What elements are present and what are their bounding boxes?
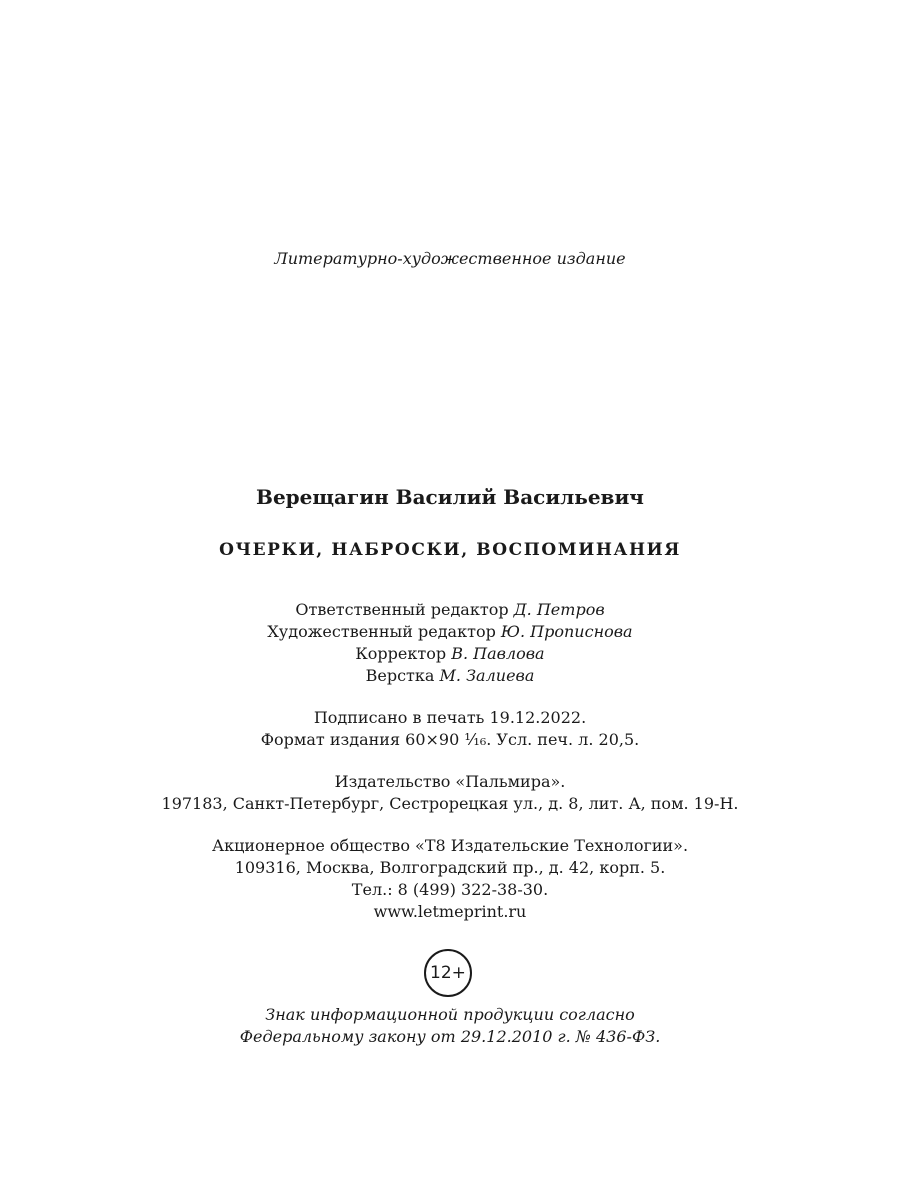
credit-person: В. Павлова: [451, 644, 545, 663]
printer-address: 109316, Москва, Волгоградский пр., д. 42, корп. 5.: [234, 858, 666, 877]
printer-name: Акционерное общество «Т8 Издательские Технологии».: [211, 836, 689, 855]
credit-line-editor: [0, 599, 900, 621]
printer-website: www.letmeprint.ru: [373, 902, 527, 921]
credit-person: Ю. Прописнова: [500, 622, 633, 641]
print-signed-date: Подписано в печать 19.12.2022.: [313, 708, 587, 727]
credit-role: Корректор: [355, 644, 447, 663]
age-rating-badge: 12+: [424, 949, 472, 997]
printer-phone: Тел.: 8 (499) 322-38-30.: [351, 880, 549, 899]
credit-line-proofreader: [0, 643, 900, 665]
credit-role: Ответственный редактор: [295, 600, 509, 619]
credit-person: Д. Петров: [513, 600, 605, 619]
credit-person: М. Залиева: [439, 666, 535, 685]
credit-line-art-editor: [0, 621, 900, 643]
book-title: ОЧЕРКИ, НАБРОСКИ, ВОСПОМИНАНИЯ: [219, 540, 681, 560]
credit-role: Художественный редактор: [267, 622, 496, 641]
genre-label: Литературно-художественное издание: [274, 249, 626, 268]
publisher-address: 197183, Санкт-Петербург, Сестрорецкая ул., д. 8, лит. А, пом. 19-Н.: [161, 794, 739, 813]
print-format: Формат издания 60×90 ¹⁄₁₆. Усл. печ. л. 20,5.: [260, 730, 640, 749]
credit-line-layout: [0, 665, 900, 687]
rating-note-line1: Знак информационной продукции согласно: [265, 1005, 635, 1024]
publisher-name: Издательство «Пальмира».: [334, 772, 566, 791]
author-name: Верещагин Василий Васильевич: [256, 485, 644, 509]
rating-note-line2: Федеральному закону от 29.12.2010 г. № 436-ФЗ.: [239, 1027, 661, 1046]
credit-role: Верстка: [365, 666, 435, 685]
